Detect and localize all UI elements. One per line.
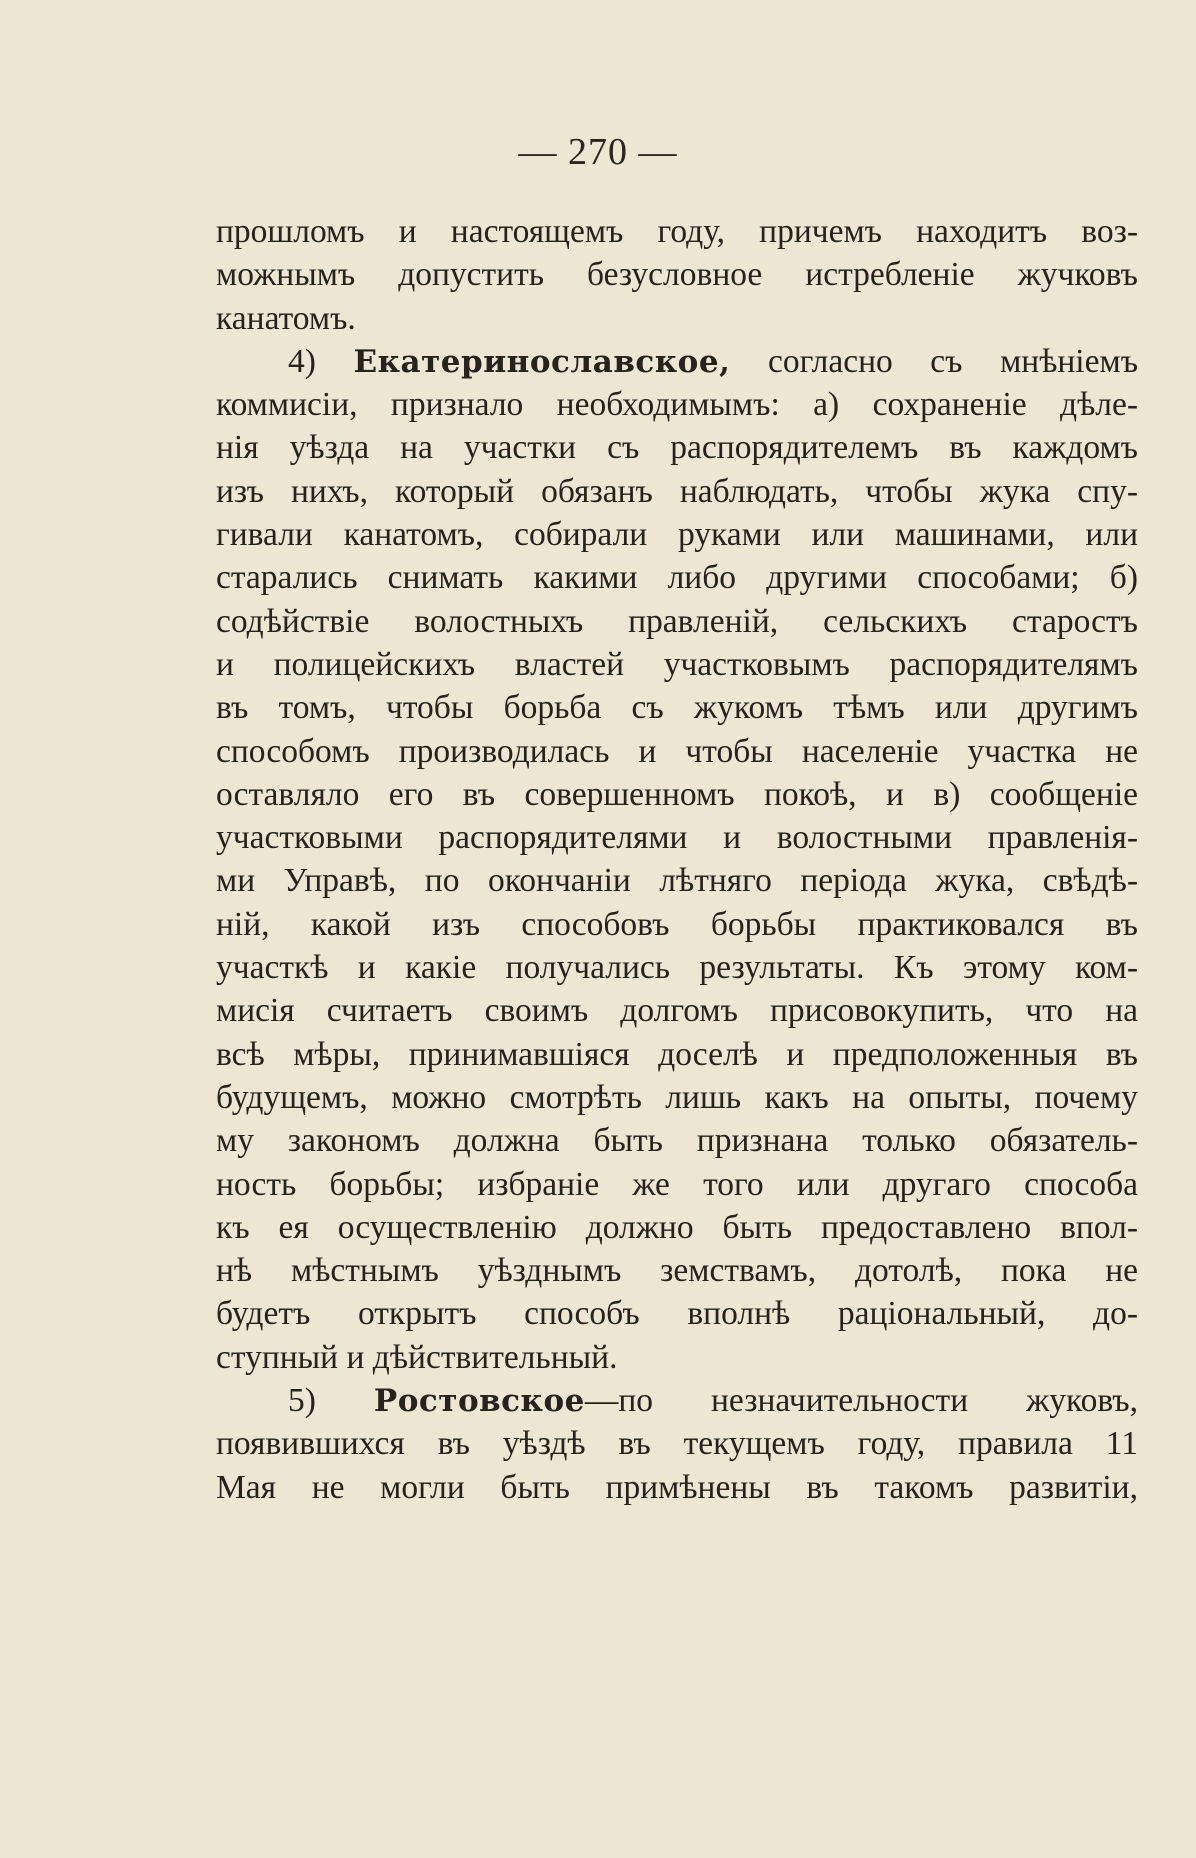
text-line: прошломъ и настоящемъ году, причемъ находитъ воз- xyxy=(216,213,1138,250)
text-line: будущемъ, можно смотрѣть лишь какъ на опыты, почему xyxy=(216,1078,1138,1116)
paragraph-4-heading xyxy=(216,340,1138,383)
text-line: гивали канатомъ, собирали руками или машинами, или xyxy=(216,516,1138,554)
text-line: будетъ открытъ способъ вполнѣ раціональный, до- xyxy=(216,1295,1138,1333)
district-name: Екатеринославское, xyxy=(353,343,731,380)
text-line: оставляло его въ совершенномъ покоѣ, и в) сообщеніе xyxy=(216,775,1138,813)
item-number: 4) xyxy=(288,342,316,380)
text-fragment: му xyxy=(216,1122,254,1160)
paragraph-5-heading xyxy=(216,1379,1138,1422)
text-line: ній, какой изъ способовъ борьбы практиковался въ xyxy=(216,905,1138,943)
text-line: всѣ мѣры, принимавшіяся доселѣ и предположенныя въ xyxy=(216,1035,1138,1073)
text-line: участковыми распорядителями и волостными правленія- xyxy=(216,819,1138,857)
item-number: 5) xyxy=(288,1382,316,1420)
text-line-split xyxy=(216,1119,1138,1162)
district-name: Ростовское xyxy=(373,1383,585,1420)
text-line: можнымъ допустить безусловное истребленіе жучковъ xyxy=(216,256,1138,294)
text-line: и полицейскихъ властей участковымъ распорядителямъ xyxy=(216,645,1138,683)
text-line: коммисіи, признало необходимымъ: а) сохраненіе дѣле- xyxy=(216,386,1138,424)
text-fragment: согласно съ мнѣніемъ xyxy=(767,342,1138,380)
text-line: мисія считаетъ своимъ долгомъ присовокупить, что на xyxy=(216,992,1138,1030)
text-fragment: закономъ должна быть признана только обязатель- xyxy=(287,1122,1138,1160)
text-line: появившихся въ уѣздѣ въ текущемъ году, правила 11 xyxy=(216,1425,1138,1463)
text-line: нѣ мѣстнымъ уѣзднымъ земствамъ, дотолѣ, пока не xyxy=(216,1252,1138,1290)
text-line: ность борьбы; избраніе же того или другаго способа xyxy=(216,1165,1138,1203)
text-line: канатомъ. xyxy=(216,299,356,337)
text-line: ми Управѣ, по окончаніи лѣтняго періода жука, свѣдѣ- xyxy=(216,862,1138,900)
body-text xyxy=(216,210,1138,1509)
text-line: участкѣ и какіе получались результаты. Къ этому ком- xyxy=(216,949,1138,987)
text-line: содѣйствіе волостныхъ правленій, сельскихъ старостъ xyxy=(216,602,1138,640)
text-line: къ ея осуществленію должно быть предоставлено впол- xyxy=(216,1208,1138,1246)
text-line: нія уѣзда на участки съ распорядителемъ въ каждомъ xyxy=(216,429,1138,467)
text-line: Мая не могли быть примѣнены въ такомъ развитіи, xyxy=(216,1468,1138,1506)
text-line: ступный и дѣйствительный. xyxy=(216,1338,618,1376)
page-number: — 270 — xyxy=(518,131,678,173)
text-fragment: —по незначительности жуковъ, xyxy=(584,1382,1138,1420)
text-line: изъ нихъ, который обязанъ наблюдать, чтобы жука спу- xyxy=(216,472,1138,510)
text-line: въ томъ, чтобы борьба съ жукомъ тѣмъ или другимъ xyxy=(216,689,1138,727)
text-line: способомъ производилась и чтобы населеніе участка не xyxy=(216,732,1138,770)
text-line: старались снимать какими либо другими способами; б) xyxy=(216,559,1138,597)
